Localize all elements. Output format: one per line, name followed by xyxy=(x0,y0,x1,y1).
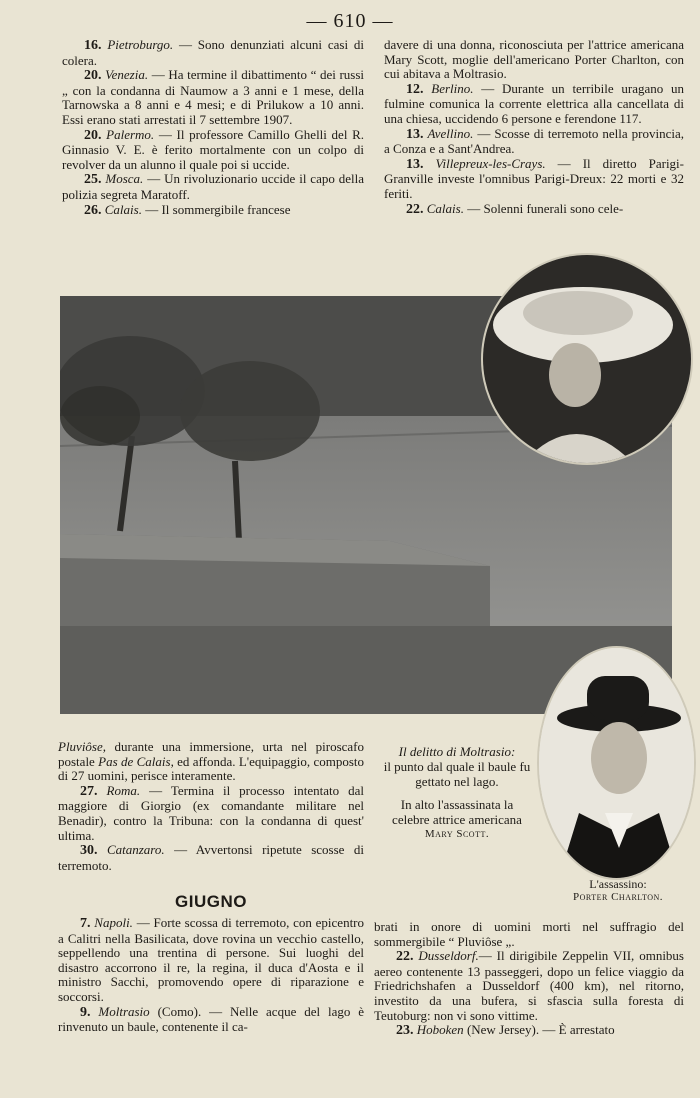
caption-text: il punto dal quale il baule fu gettato nel lago. xyxy=(383,759,531,789)
news-entry: 13. Avellino. — Scosse di terremoto nella provincia, a Conza e a Sant'Andrea. xyxy=(384,125,684,157)
news-continuation: Pluviôse, durante una immersione, urta nel piroscafo postale Pas de Calais, ed affonda. L'equipaggio, composto di 27 uomini, perisce interamente. xyxy=(58,739,365,784)
news-entry: 25. Mosca. — Un rivoluzionario uccide il capo della polizia segreta Maratoff. xyxy=(62,171,365,202)
column-left-middle xyxy=(58,740,364,873)
column-right-top xyxy=(384,38,684,217)
news-entry: 26. Calais. — Il sommergibile francese xyxy=(84,201,291,218)
page-number: — 610 — xyxy=(306,10,394,32)
news-entry: 20. Venezia. — Ha termine il dibattimento “ dei russi „ con la condanna di Naumow a 3 anni e 1 mese, della Tarnowska a 8 anni e 4 mesi; e di Prilukow a 10 anni. Essi erano stati arrestati il 7 settembre 1907. xyxy=(62,67,365,127)
column-left-bottom xyxy=(58,916,364,1035)
column-left-top xyxy=(62,38,364,218)
caption-title: Il delitto di Moltrasio: xyxy=(398,744,516,759)
news-entry: 7. Napoli. — Forte scossa di terremoto, con epicentro a Calitri nella Basilicata, dove rovina un vecchio castello, seppellendo una trentina di persone. Sui luoghi del disastro accorrono il re, la regina, il duca d'Aosta e il ministro Sacchi, promovendo opere di riparazione e soccorsi. xyxy=(58,915,365,1004)
news-entry: 30. Catanzaro. — Avvertonsi ripetute scosse di terremoto. xyxy=(58,842,364,873)
caption-name: Porter Charlton. xyxy=(572,891,664,903)
column-right-bottom xyxy=(374,920,684,1039)
news-entry: 27. Roma. — Termina il processo intentato dal maggiore di Giorgio (ex comandante militare nel Benadir), contro la Tribuna: con la condanna di quest' ultima. xyxy=(58,782,364,843)
news-entry: 12. Berlino. — Durante un terribile uragano un fulmine comunica la corrente elettrica alla cancellata di una chiesa, uccidendo 6 persone e ferendone 117. xyxy=(384,80,684,126)
caption-name: Mary Scott. xyxy=(424,828,490,840)
man-portrait-illustration xyxy=(539,648,694,878)
news-continuation: davere di una donna, riconosciuta per l'attrice americana Mary Scott, moglie dell'americano Porter Charlton, con cui abitava a Moltrasio. xyxy=(384,37,684,82)
news-entry: 16. Pietroburgo. — Sono denunziati alcuni casi di colera. xyxy=(62,37,364,68)
portrait-porter-charlton xyxy=(537,646,696,880)
section-heading: GIUGNO xyxy=(175,892,247,911)
caption-label: L'assassino: xyxy=(589,877,647,891)
photo-caption xyxy=(382,744,532,842)
news-continuation: brati in onore di uomini morti nel suffragio del sommergibile “ Pluviôse „. xyxy=(374,919,684,949)
caption-text: In alto l'assassinata la celebre attrice americana xyxy=(392,797,522,827)
news-entry: 20. Palermo. — Il professore Camillo Ghelli del R. Ginnasio V. E. è ferito mortalmente con un colpo di revolver da un alunno il quale poi si uccide. xyxy=(62,126,364,172)
news-entry: 13. Villepreux-les-Crays. — Il diretto Parigi-Granville investe l'omnibus Parigi-Dreux: 22 morti e 32 feriti. xyxy=(384,155,684,201)
news-entry: 22. Calais. — Solenni funerali sono cele- xyxy=(406,200,624,217)
woman-portrait-illustration xyxy=(483,255,691,463)
portrait-mary-scott xyxy=(481,253,693,465)
news-entry: 23. Hoboken (New Jersey). — È arrestato xyxy=(396,1022,615,1039)
assassin-caption xyxy=(548,878,688,904)
news-entry: 22. Dusseldorf.— Il dirigibile Zeppelin VII, omnibus aereo contenente 13 passeggeri, dopo un felice viaggio da Friedrichshafen a Dusseldorf (400 km), nel ritorno, investito da una bufera, si sfascia sulla foresta di Teutoburg: non vi sono vittime. xyxy=(374,948,684,1023)
news-entry: 9. Moltrasio (Como). — Nelle acque del lago è rinvenuto un baule, contenente il ca- xyxy=(58,1003,365,1035)
